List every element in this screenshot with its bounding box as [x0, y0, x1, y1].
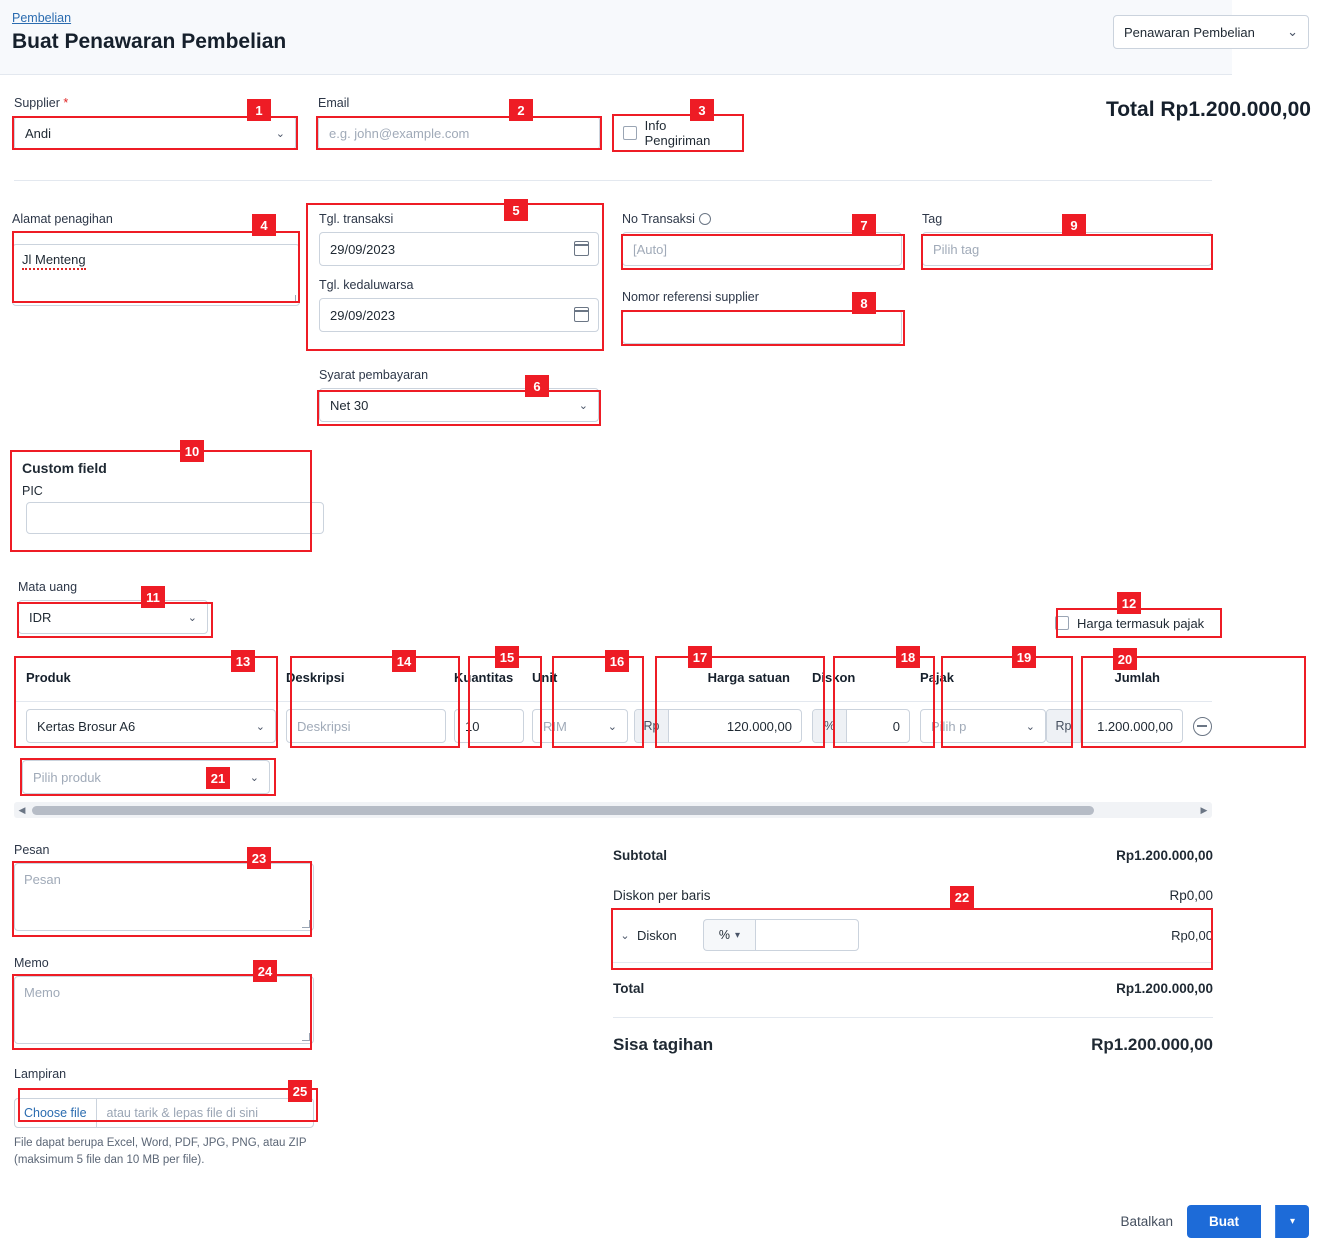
subtotal-label: Subtotal	[613, 847, 667, 863]
row-produk-value: Kertas Brosur A6	[37, 718, 136, 734]
payment-terms-field	[319, 368, 599, 422]
row-jumlah-input[interactable]	[1046, 709, 1183, 743]
resize-handle-icon[interactable]	[302, 920, 310, 928]
chevron-down-icon: ⌄	[275, 127, 285, 140]
marker-18: 18	[896, 646, 920, 668]
file-picker[interactable]	[14, 1098, 314, 1128]
horizontal-scrollbar[interactable]	[14, 802, 1212, 818]
memo-textarea[interactable]	[14, 976, 314, 1044]
currency-label: Mata uang	[18, 580, 78, 594]
shipping-info-label: Info Pengiriman	[644, 118, 711, 148]
row-diskon-input[interactable]	[812, 709, 910, 743]
message-textarea[interactable]	[14, 863, 314, 931]
marker-3: 3	[690, 99, 714, 121]
marker-5: 5	[504, 199, 528, 221]
row-jumlah-cell	[1046, 709, 1212, 743]
chevron-down-icon: ⌄	[607, 720, 617, 733]
transaction-date-field	[319, 212, 599, 266]
discount-row	[613, 914, 1213, 956]
scroll-right-icon[interactable]: ▶	[1200, 804, 1208, 815]
row-unit-value: RIM	[543, 718, 567, 734]
resize-handle-icon[interactable]	[288, 295, 296, 303]
custom-field-panel	[12, 450, 310, 552]
supplier-reference-label: Nomor referensi supplier	[622, 290, 759, 304]
totals-divider	[613, 962, 1213, 963]
row-jumlah-value: 1.200.000,00	[1097, 718, 1173, 734]
row-kuantitas-cell	[446, 709, 524, 743]
balance-value: Rp1.200.000,00	[1091, 1035, 1213, 1054]
payment-terms-select[interactable]	[319, 388, 599, 422]
row-pajak-select[interactable]	[920, 709, 1046, 743]
file-note-line2: (maksimum 5 file dan 10 MB per file).	[14, 1153, 205, 1166]
pic-label: PIC	[22, 484, 43, 498]
currency-prefix: Rp	[1047, 710, 1081, 742]
currency-value: IDR	[29, 609, 52, 625]
form-footer	[1120, 1205, 1309, 1238]
discount-unit-select[interactable]	[703, 919, 755, 951]
marker-11: 11	[141, 586, 165, 608]
row-unit-select[interactable]	[532, 709, 628, 743]
supplier-reference-input[interactable]	[622, 310, 902, 344]
scroll-left-icon[interactable]: ◀	[18, 804, 26, 815]
currency-prefix: Rp	[635, 710, 669, 742]
line-discount-value: Rp0,00	[1169, 887, 1213, 903]
column-header-harga-satuan: Harga satuan	[707, 670, 790, 685]
chevron-down-icon: ⌄	[187, 611, 197, 624]
marker-25: 25	[288, 1080, 312, 1102]
email-input[interactable]: e.g. john@example.com	[318, 116, 600, 150]
document-type-value: Penawaran Pembelian	[1124, 24, 1255, 40]
column-header-diskon: Diskon	[812, 670, 856, 685]
scrollbar-thumb[interactable]	[32, 806, 1094, 815]
marker-10: 10	[180, 440, 204, 462]
column-header-kuantitas: Kuantitas	[454, 670, 514, 685]
memo-label: Memo	[14, 956, 49, 970]
payment-terms-value: Net 30	[330, 397, 369, 413]
billing-address-label: Alamat penagihan	[12, 212, 113, 226]
row-produk-cell	[14, 709, 276, 743]
row-harga-input[interactable]	[634, 709, 802, 743]
file-note	[14, 1135, 314, 1168]
supplier-value: Andi	[25, 125, 52, 141]
marker-4: 4	[252, 214, 276, 236]
add-product-row	[22, 760, 270, 794]
line-discount-row	[613, 880, 1213, 910]
chevron-down-icon: ⌄	[578, 399, 588, 412]
row-harga-value: 120.000,00	[726, 718, 792, 734]
chevron-down-icon: ⌄	[255, 720, 265, 733]
message-label: Pesan	[14, 843, 50, 857]
add-product-select[interactable]	[22, 760, 270, 794]
chevron-down-icon: ⌄	[249, 771, 259, 784]
table-row	[14, 702, 1212, 750]
row-pajak-cell	[910, 709, 1046, 743]
supplier-select[interactable]	[14, 116, 296, 150]
marker-15: 15	[495, 646, 519, 668]
email-label: Email	[318, 96, 350, 110]
discount-input[interactable]	[755, 919, 859, 951]
total-value: Rp1.200.000,00	[1116, 980, 1213, 996]
column-header-pajak: Pajak	[920, 670, 954, 685]
dates-group	[319, 212, 599, 336]
marker-2: 2	[509, 99, 533, 121]
marker-19: 19	[1012, 646, 1036, 668]
row-unit-cell	[524, 709, 628, 743]
marker-9: 9	[1062, 214, 1086, 236]
memo-placeholder: Memo	[24, 985, 61, 1000]
marker-23: 23	[247, 847, 271, 869]
column-header-jumlah: Jumlah	[1114, 670, 1160, 685]
create-button[interactable]: Buat	[1187, 1205, 1261, 1238]
balance-row	[613, 1030, 1213, 1060]
expiry-date-input[interactable]	[319, 298, 599, 332]
row-harga-cell	[628, 709, 802, 743]
transaction-date-input[interactable]	[319, 232, 599, 266]
supplier-label-text: Supplier	[14, 96, 60, 110]
row-produk-select[interactable]	[26, 709, 276, 743]
total-row	[613, 973, 1213, 1003]
discount-unit-value: %	[718, 928, 731, 942]
marker-7: 7	[852, 214, 876, 236]
page-header	[0, 0, 1232, 75]
balance-label: Sisa tagihan	[613, 1035, 714, 1054]
gear-icon[interactable]	[699, 213, 711, 225]
chevron-down-icon: ▾	[735, 929, 741, 941]
email-field	[318, 96, 600, 150]
shipping-info-checkbox[interactable]	[614, 114, 742, 152]
drop-hint-text: atau tarik & lepas file di sini	[106, 1106, 259, 1120]
expiry-date-label: Tgl. kedaluwarsa	[319, 278, 414, 292]
row-pajak-value: Pilih p	[931, 718, 967, 734]
marker-16: 16	[605, 650, 629, 672]
marker-22: 22	[950, 886, 974, 908]
marker-20: 20	[1113, 648, 1137, 670]
remove-row-icon[interactable]	[1193, 717, 1212, 736]
row-diskon-cell	[802, 709, 910, 743]
tax-inclusive-label: Harga termasuk pajak	[1077, 615, 1205, 631]
document-type-select[interactable]	[1113, 15, 1309, 49]
marker-6: 6	[525, 375, 549, 397]
resize-handle-icon[interactable]	[302, 1033, 310, 1041]
row-deskripsi-cell	[276, 709, 446, 743]
row-kuantitas-input[interactable]: 10	[454, 709, 524, 743]
marker-8: 8	[852, 292, 876, 314]
discount-label: Diskon	[637, 927, 677, 943]
row-deskripsi-input[interactable]: Deskripsi	[286, 709, 446, 743]
add-product-placeholder: Pilih produk	[33, 769, 101, 785]
billing-address-value: Jl Menteng	[22, 252, 86, 270]
tag-label: Tag	[922, 212, 943, 226]
transaction-date-value: 29/09/2023	[330, 241, 396, 257]
required-asterisk: *	[59, 96, 69, 110]
message-placeholder: Pesan	[24, 872, 61, 887]
attachment-field	[14, 1067, 314, 1168]
payment-terms-label: Syarat pembayaran	[319, 368, 429, 382]
currency-field	[18, 580, 208, 634]
cancel-button[interactable]: Batalkan	[1120, 1214, 1173, 1229]
marker-17: 17	[688, 646, 712, 668]
create-options-caret-icon[interactable]: ▾	[1275, 1205, 1309, 1238]
checkbox-icon	[623, 126, 637, 140]
marker-13: 13	[231, 650, 255, 672]
line-discount-label: Diskon per baris	[613, 887, 711, 903]
transaction-number-label-text: No Transaksi	[622, 212, 695, 226]
tag-select[interactable]: Pilih tag	[922, 232, 1212, 266]
column-header-deskripsi: Deskripsi	[286, 670, 345, 685]
page-title: Buat Penawaran Pembelian	[12, 30, 287, 53]
chevron-down-icon[interactable]: ⌄	[620, 929, 630, 942]
marker-24: 24	[253, 960, 277, 982]
expiry-date-field	[319, 278, 599, 332]
marker-1: 1	[247, 99, 271, 121]
discount-value: Rp0,00	[1171, 927, 1213, 943]
percent-prefix: %	[813, 710, 847, 742]
column-header-unit: Unit	[532, 670, 558, 685]
chevron-down-icon: ⌄	[1025, 720, 1035, 733]
checkbox-icon	[1055, 616, 1069, 630]
marker-12: 12	[1117, 592, 1141, 614]
calendar-icon[interactable]	[574, 307, 589, 322]
currency-select[interactable]	[18, 600, 208, 634]
transaction-number-input[interactable]: [Auto]	[622, 232, 902, 266]
expiry-date-value: 29/09/2023	[330, 307, 396, 323]
subtotal-row	[613, 840, 1213, 870]
transaction-date-label: Tgl. transaksi	[319, 212, 394, 226]
attachment-label: Lampiran	[14, 1067, 67, 1081]
custom-field-title: Custom field	[22, 460, 107, 476]
totals-divider-2	[613, 1017, 1213, 1018]
marker-14: 14	[392, 650, 416, 672]
choose-file-button[interactable]: Choose file	[15, 1099, 97, 1127]
divider-top	[14, 180, 1212, 181]
row-diskon-value: 0	[892, 718, 900, 734]
subtotal-value: Rp1.200.000,00	[1116, 847, 1213, 863]
breadcrumb-pembelian[interactable]: Pembelian	[12, 11, 72, 25]
chevron-down-icon: ⌄	[1287, 24, 1298, 39]
calendar-icon[interactable]	[574, 241, 589, 256]
total-amount-header: Total Rp1.200.000,00	[1105, 98, 1311, 121]
billing-address-textarea[interactable]	[12, 244, 300, 306]
file-note-line1: File dapat berupa Excel, Word, PDF, JPG, PNG, atau ZIP	[14, 1137, 307, 1149]
totals-panel	[613, 840, 1213, 1060]
pic-input[interactable]	[26, 502, 324, 534]
column-header-produk: Produk	[26, 670, 71, 685]
marker-21: 21	[206, 767, 230, 789]
total-label: Total	[613, 980, 645, 996]
